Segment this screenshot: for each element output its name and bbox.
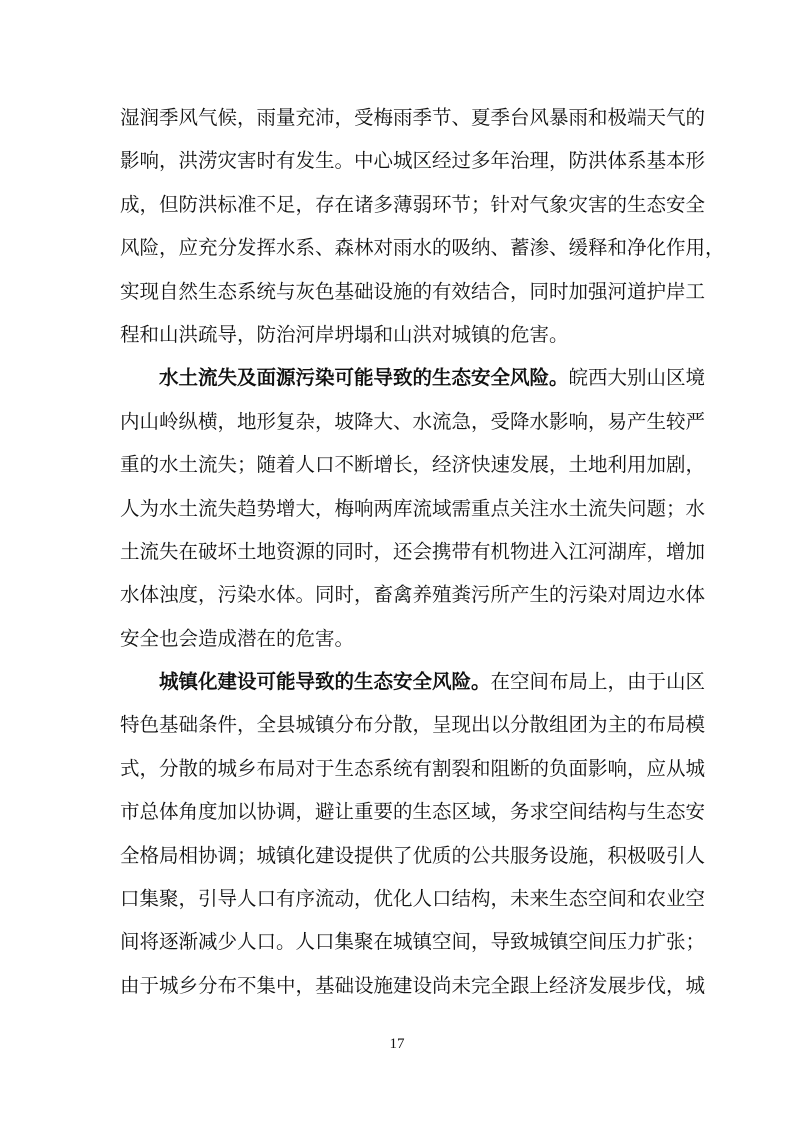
page-number: 17 [389, 1036, 405, 1052]
paragraph-3-line-5: 全格局相协调；城镇化建设提供了优质的公共服务设施，积极吸引人 [120, 843, 706, 867]
paragraph-3-line-6: 口集聚，引导人口有序流动，优化人口结构，未来生态空间和农业空 [120, 887, 706, 911]
paragraph-2-line-1 [120, 356, 706, 399]
paragraph-3-line-1-text: 在空间布局上，由于山区 [490, 670, 706, 694]
paragraph-2-line-5: 土流失在破坏土地资源的同时，还会携带有机物进入江河湖库，增加 [120, 539, 706, 563]
paragraph-2-line-6: 水体浊度，污染水体。同时，畜禽养殖粪污所产生的污染对周边水体 [120, 583, 706, 607]
paragraph-1-line-1: 湿润季风气候，雨量充沛，受梅雨季节、夏季台风暴雨和极端天气的 [120, 106, 706, 129]
paragraph-3-heading: 城镇化建设可能导致的生态安全风险。 [159, 670, 491, 694]
paragraph-3-line-3: 式，分散的城乡布局对于生态系统有割裂和阻断的负面影响，应从城 [120, 756, 706, 780]
paragraph-3-line-7: 间将逐渐减少人口。人口集聚在城镇空间，导致城镇空间压力扩张； [120, 930, 706, 954]
paragraph-1-line-2: 影响，洪涝灾害时有发生。中心城区经过多年治理，防洪体系基本形 [120, 149, 706, 173]
paragraph-2-line-4: 人为水土流失趋势增大，梅响两库流域需重点关注水土流失问题；水 [120, 496, 706, 520]
paragraph-1-line-5: 实现自然生态系统与灰色基础设施的有效结合，同时加强河道护岸工 [120, 279, 706, 303]
paragraph-1-line-3: 成，但防洪标准不足，存在诸多薄弱环节；针对气象灾害的生态安全 [120, 192, 706, 216]
paragraph-3-line-4: 市总体角度加以协调，避让重要的生态区域，务求空间结构与生态安 [120, 800, 706, 824]
paragraph-3-line-8: 由于城乡分布不集中，基础设施建设尚未完全跟上经济发展步伐，城 [120, 973, 706, 997]
body-text [120, 96, 725, 1007]
paragraph-1-line-6: 程和山洪疏导，防治河岸坍塌和山洪对城镇的危害。 [120, 322, 569, 346]
paragraph-2-line-2: 内山岭纵横，地形复杂，坡降大、水流急，受降水影响，易产生较严 [120, 409, 706, 433]
paragraph-2-line-1-text: 皖西大别山区境 [568, 366, 706, 390]
paragraph-2-heading: 水土流失及面源污染可能导致的生态安全风险。 [159, 366, 569, 390]
paragraph-3-line-1 [120, 660, 706, 703]
paragraph-2-line-7: 安全也会造成潜在的危害。 [120, 626, 355, 650]
paragraph-3-line-2: 特色基础条件，全县城镇分布分散，呈现出以分散组团为主的布局模 [120, 713, 706, 737]
paragraph-1-line-4: 风险，应充分发挥水系、森林对雨水的吸纳、蓄渗、缓释和净化作用， [120, 236, 725, 260]
paragraph-2-line-3: 重的水土流失；随着人口不断增长，经济快速发展，土地利用加剧， [120, 453, 706, 477]
